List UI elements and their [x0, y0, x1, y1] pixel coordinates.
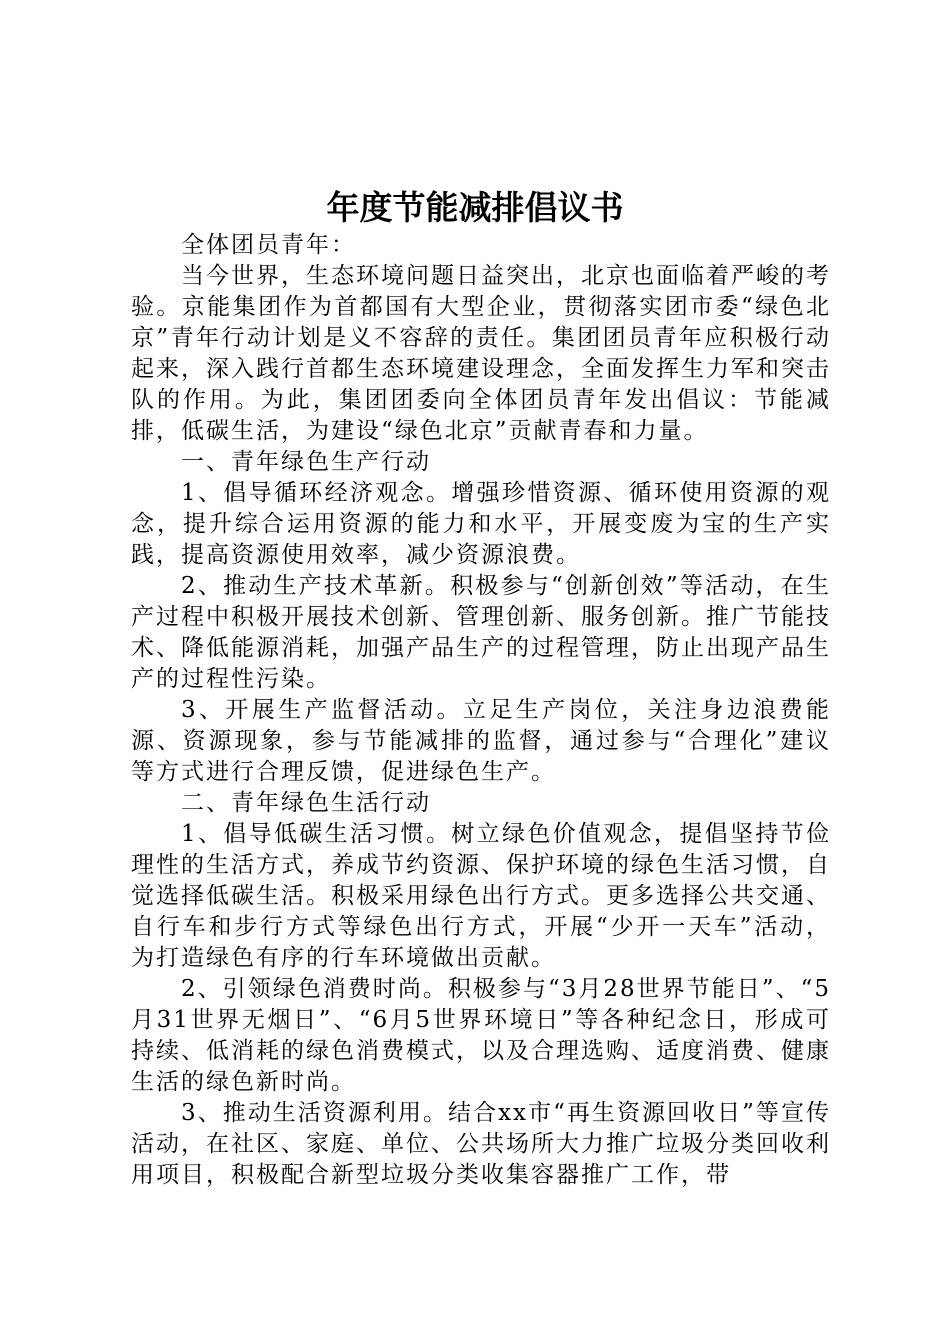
intro-paragraph: 当今世界，生态环境问题日益突出，北京也面临着严峻的考验。京能集团作为首都国有大型企业，贯彻落实团市委“绿色北京”青年行动计划是义不容辞的责任。集团团员青年应积极行动起来，深入践行首都生态环境建设理念，全面发挥生力军和突击队的作用。为此，集团团委向全体团员青年发出倡议：节能减排，低碳生活，为建设“绿色北京”贡献青春和力量。: [131, 263, 831, 444]
section-heading-life: 二、青年绿色生活行动: [181, 790, 431, 816]
paragraph-resource-utilization: 3、推动生活资源利用。结合xx市“再生资源回收日”等宣传活动，在社区、家庭、单位、公共场所大力推广垃圾分类回收利用项目，积极配合新型垃圾分类收集容器推广工作，带: [131, 1100, 831, 1188]
section-heading-production: 一、青年绿色生产行动: [181, 449, 431, 475]
salutation: 全体团员青年：: [181, 232, 356, 258]
paragraph-green-consumption: 2、引领绿色消费时尚。积极参与“3月28世界节能日”、“5月31世界无烟日”、“6月5世界环境日”等各种纪念日，形成可持续、低消耗的绿色消费模式，以及合理选购、适度消费、健康生活的绿色新时尚。: [131, 976, 831, 1095]
paragraph-circular-economy: 1、倡导循环经济观念。增强珍惜资源、循环使用资源的观念，提升综合运用资源的能力和水平，开展变废为宝的生产实践，提高资源使用效率，减少资源浪费。: [131, 480, 831, 568]
document-title: 年度节能减排倡议书: [326, 188, 624, 227]
paragraph-technical-innovation: 2、推动生产技术革新。积极参与“创新创效”等活动，在生产过程中积极开展技术创新、管理创新、服务创新。推广节能技术、降低能源消耗，加强产品生产的过程管理，防止出现产品生产的过程性污染。: [131, 573, 831, 692]
document-body: [131, 230, 831, 1191]
paragraph-production-supervision: 3、开展生产监督活动。立足生产岗位，关注身边浪费能源、资源现象，参与节能减排的监督，通过参与“合理化”建议等方式进行合理反馈，促进绿色生产。: [131, 697, 831, 785]
paragraph-low-carbon-life: 1、倡导低碳生活习惯。树立绿色价值观念，提倡坚持节俭理性的生活方式，养成节约资源、保护环境的绿色生活习惯，自觉选择低碳生活。积极采用绿色出行方式。更多选择公共交通、自行车和步行方式等绿色出行方式，开展“少开一天车”活动，为打造绿色有序的行车环境做出贡献。: [131, 821, 831, 971]
